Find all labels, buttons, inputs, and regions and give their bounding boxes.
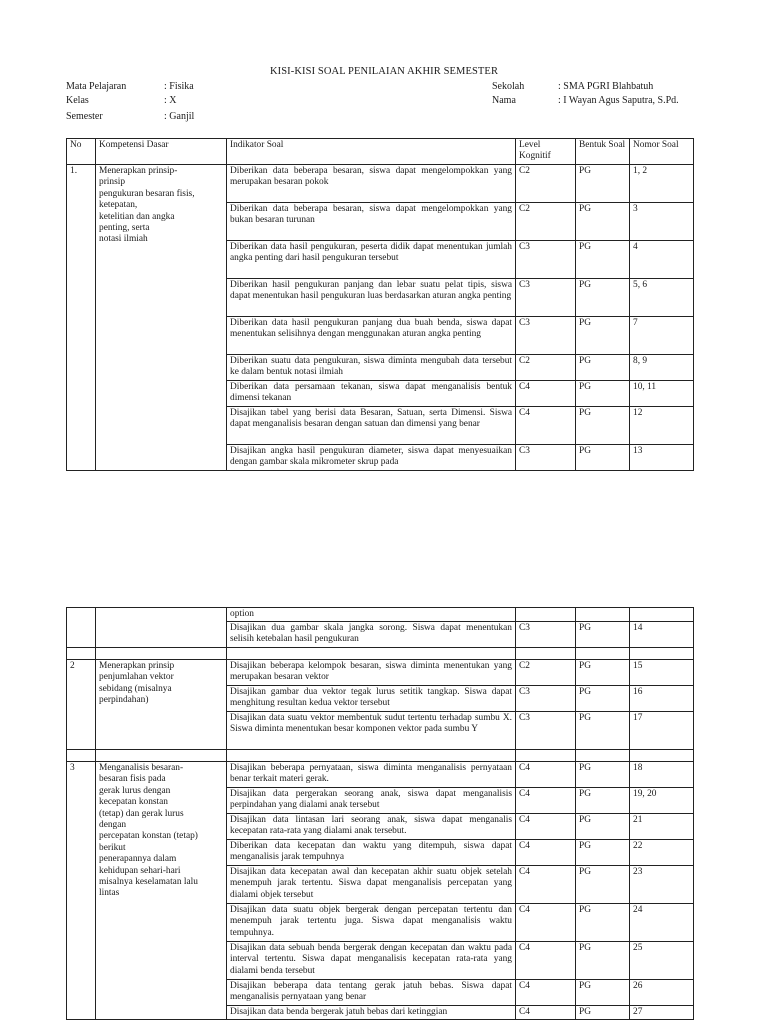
indicator-cell: Diberikan data persamaan tekanan, siswa dapat menganalisis bentuk dimensi tekanan — [227, 381, 516, 407]
meta-label-class: Kelas — [66, 95, 89, 106]
level-cell: C3 — [516, 622, 576, 648]
competency-line: penerapannya dalam — [99, 854, 177, 865]
indicator-text: Disajikan data benda bergerak jatuh bebas dari ketinggian — [230, 1007, 448, 1017]
meta-label-name: Nama — [492, 95, 516, 106]
form-cell: PG — [576, 1006, 630, 1020]
form-cell: PG — [576, 445, 630, 471]
number-cell: 17 — [630, 712, 694, 750]
number-cell: 25 — [630, 942, 694, 980]
competency-line: misalnya keselamatan lalu — [99, 877, 198, 888]
indicator-cell — [227, 445, 516, 471]
level-cell: C3 — [516, 445, 576, 471]
number-cell: 5, 6 — [630, 279, 694, 317]
level-cell: C2 — [516, 165, 576, 203]
competency-line: notasi ilmiah — [99, 234, 148, 245]
number-cell: 1, 2 — [630, 165, 694, 203]
group-number: 3 — [67, 762, 96, 1020]
form-cell: PG — [576, 942, 630, 980]
level-cell: C4 — [516, 942, 576, 980]
meta-value-class: : X — [164, 95, 177, 106]
group-number: 1. — [67, 165, 96, 471]
form-cell: PG — [576, 241, 630, 279]
number-cell: 18 — [630, 762, 694, 788]
meta-label-school: Sekolah — [492, 81, 525, 92]
number-cell: 13 — [630, 445, 694, 471]
competency-line: Menerapkan prinsip — [99, 661, 175, 671]
form-cell: PG — [576, 660, 630, 686]
form-cell: PG — [576, 355, 630, 381]
indicator-cell: Diberikan data kecepatan dan waktu yang ditempuh, siswa dapat menganalisis jarak tempuhnya — [227, 840, 516, 866]
grid-table-1 — [66, 138, 694, 471]
indicator-cell: Disajikan beberapa pernyataan, siswa diminta menganalisis pernyataan benar terkait materi gerak. — [227, 762, 516, 788]
competency-line: perpindahan) — [99, 695, 149, 706]
competency-line: lintas — [99, 888, 120, 899]
spacer-row — [67, 648, 694, 660]
level-cell: C4 — [516, 866, 576, 904]
form-cell: PG — [576, 866, 630, 904]
number-cell: 16 — [630, 686, 694, 712]
form-cell: PG — [576, 686, 630, 712]
group-number — [67, 608, 96, 648]
indicator-cell: Disajikan dua gambar skala jangka sorong. Siswa dapat menentukan selisih ketebalan hasil pengukuran — [227, 622, 516, 648]
indicator-cell: Disajikan beberapa data tentang gerak jatuh bebas. Siswa dapat menganalisis pernyataan yang benar — [227, 980, 516, 1006]
header-kd: Kompetensi Dasar — [96, 139, 227, 165]
form-cell: PG — [576, 165, 630, 203]
table-row — [67, 762, 694, 788]
number-cell: 4 — [630, 241, 694, 279]
number-cell: 12 — [630, 407, 694, 445]
header-nomor: Nomor Soal — [630, 139, 694, 165]
number-cell: 14 — [630, 622, 694, 648]
number-cell: 15 — [630, 660, 694, 686]
level-cell: C4 — [516, 814, 576, 840]
level-cell: C4 — [516, 407, 576, 445]
competency-line: kehidupan sehari-hari — [99, 865, 181, 876]
meta-label-semester: Semester — [66, 111, 103, 122]
indicator-cell: Disajikan data kecepatan awal dan kecepatan akhir suatu objek setelah menempuh jarak tertentu. Siswa dapat menganalisis percepatan yang dialami objek tersebut — [227, 866, 516, 904]
level-cell: C3 — [516, 317, 576, 355]
competency-line: Menerapkan prinsip- — [99, 166, 178, 176]
competency-line: berikut — [99, 842, 126, 853]
meta-value-subject: : Fisika — [164, 81, 194, 92]
competency-line: sebidang (misalnya — [99, 683, 172, 694]
meta-right — [492, 80, 742, 110]
competency-line: ketepatan, — [99, 200, 138, 211]
form-cell: PG — [576, 980, 630, 1006]
form-cell: PG — [576, 622, 630, 648]
level-cell: C4 — [516, 904, 576, 942]
number-cell: 19, 20 — [630, 788, 694, 814]
indicator-cell: Disajikan data suatu objek bergerak dengan percepatan tertentu dan menempuh jarak tertentu juga. Siswa dapat menganalisis waktu tempuhnya. — [227, 904, 516, 942]
spacer-row — [67, 750, 694, 762]
level-cell: C4 — [516, 840, 576, 866]
table-row — [67, 165, 694, 203]
header-no: No — [67, 139, 96, 165]
form-cell: PG — [576, 788, 630, 814]
form-cell: PG — [576, 279, 630, 317]
indicator-cell: Diberikan data hasil pengukuran, peserta didik dapat menentukan jumlah angka penting dari hasil pengukuran tersebut — [227, 241, 516, 279]
indicator-cell: Diberikan data beberapa besaran, siswa dapat mengelompokkan yang bukan besaran turunan — [227, 203, 516, 241]
indicator-cell: option — [227, 608, 516, 622]
competency-cell — [96, 762, 227, 1020]
number-cell: 24 — [630, 904, 694, 942]
level-cell: C4 — [516, 980, 576, 1006]
page-title: KISI-KISI SOAL PENILAIAN AKHIR SEMESTER — [269, 66, 499, 77]
header-row — [67, 139, 694, 165]
indicator-cell: Disajikan data lintasan lari seorang anak, siswa dapat menganalis kecepatan rata-rata yang dialami anak tersebut. — [227, 814, 516, 840]
form-cell: PG — [576, 203, 630, 241]
form-cell: PG — [576, 381, 630, 407]
level-cell: C4 — [516, 381, 576, 407]
indicator-cell: Disajikan beberapa kelompok besaran, siswa diminta menentukan yang merupakan besaran vektor — [227, 660, 516, 686]
level-cell: C4 — [516, 788, 576, 814]
number-cell: 3 — [630, 203, 694, 241]
competency-line: kecepatan konstan — [99, 797, 168, 808]
competency-line: (tetap) dan gerak lurus — [99, 808, 184, 819]
number-cell: 27 — [630, 1006, 694, 1020]
level-cell — [516, 608, 576, 622]
form-cell: PG — [576, 814, 630, 840]
number-cell: 8, 9 — [630, 355, 694, 381]
competency-line: penting, serta — [99, 223, 150, 234]
competency-cell — [96, 608, 227, 648]
form-cell: PG — [576, 904, 630, 942]
competency-line: prinsip — [99, 177, 126, 188]
meta-value-semester: : Ganjil — [164, 111, 195, 122]
number-cell: 7 — [630, 317, 694, 355]
indicator-cell: Diberikan hasil pengukuran panjang dan lebar suatu pelat tipis, siswa dapat menentukan hasil pengukuran luas berdasarkan aturan angka penting — [227, 279, 516, 317]
number-cell: 22 — [630, 840, 694, 866]
competency-cell — [96, 165, 227, 471]
meta-left — [66, 80, 366, 124]
form-cell: PG — [576, 407, 630, 445]
form-cell: PG — [576, 317, 630, 355]
meta-label-subject: Mata Pelajaran — [66, 81, 127, 92]
level-cell: C3 — [516, 712, 576, 750]
competency-line: pengukuran besaran fisis, — [99, 188, 195, 199]
group-number: 2 — [67, 660, 96, 750]
indicator-cell: Disajikan tabel yang berisi data Besaran, Satuan, serta Dimensi. Siswa dapat menganalisis besaran dengan satuan dan dimensi yang benar — [227, 407, 516, 445]
competency-line: percepatan konstan (tetap) — [99, 831, 198, 842]
level-cell: C2 — [516, 203, 576, 241]
indicator-cell: Disajikan data pergerakan seorang anak, siswa dapat menganalisis perpindahan yang dialami anak tersebut — [227, 788, 516, 814]
indicator-cell: Diberikan suatu data pengukuran, siswa diminta mengubah data tersebut ke dalam bentuk notasi ilmiah — [227, 355, 516, 381]
grid-table-2 — [66, 607, 694, 1020]
indicator-cell: Disajikan data suatu vektor membentuk sudut tertentu terhadap sumbu X. Siswa diminta menentukan besar komponen vektor pada sumbu Y — [227, 712, 516, 750]
number-cell: 21 — [630, 814, 694, 840]
meta-value-school: : SMA PGRI Blahbatuh — [558, 81, 654, 92]
form-cell — [576, 608, 630, 622]
meta-value-name: : I Wayan Agus Saputra, S.Pd. — [558, 95, 679, 106]
level-cell: C3 — [516, 686, 576, 712]
number-cell: 26 — [630, 980, 694, 1006]
form-cell: PG — [576, 712, 630, 750]
form-cell: PG — [576, 762, 630, 788]
indicator-cell: Disajikan data sebuah benda bergerak dengan kecepatan dan waktu pada interval tertentu. Siswa dapat menganalisis kecepatan rata-rata yang dialami benda tersebut — [227, 942, 516, 980]
competency-line: Menganalisis besaran- — [99, 763, 184, 773]
competency-line: penjumlahan vektor — [99, 672, 174, 683]
number-cell — [630, 608, 694, 622]
competency-cell — [96, 660, 227, 750]
level-cell: C2 — [516, 660, 576, 686]
header-indikator: Indikator Soal — [227, 139, 516, 165]
indicator-cell: Diberikan data hasil pengukuran panjang dua buah benda, siswa dapat menentukan selisihnya dengan menggunakan aturan angka penting — [227, 317, 516, 355]
level-cell: C4 — [516, 1006, 576, 1020]
competency-line: dengan — [99, 820, 127, 831]
competency-line: besaran fisis pada — [99, 774, 166, 785]
level-cell: C2 — [516, 355, 576, 381]
level-cell: C3 — [516, 241, 576, 279]
level-cell: C4 — [516, 762, 576, 788]
indicator-cell — [227, 1006, 516, 1020]
header-level: Level Kognitif — [516, 139, 576, 165]
header-bentuk: Bentuk Soal — [576, 139, 630, 165]
table-row — [67, 660, 694, 686]
form-cell: PG — [576, 840, 630, 866]
competency-line: ketelitian dan angka — [99, 211, 175, 222]
indicator-cell: Diberikan data beberapa besaran, siswa dapat mengelompokkan yang merupakan besaran pokok — [227, 165, 516, 203]
level-cell: C3 — [516, 279, 576, 317]
table-row — [67, 608, 694, 622]
indicator-text: Disajikan angka hasil pengukuran diameter, siswa dapat menyesuaikan dengan gambar skala mikrometer skrup pada — [230, 446, 512, 468]
competency-line: gerak lurus dengan — [99, 785, 171, 796]
number-cell: 10, 11 — [630, 381, 694, 407]
indicator-cell: Disajikan gambar dua vektor tegak lurus setitik tangkap. Siswa dapat menghitung resultan kedua vektor tersebut — [227, 686, 516, 712]
number-cell: 23 — [630, 866, 694, 904]
